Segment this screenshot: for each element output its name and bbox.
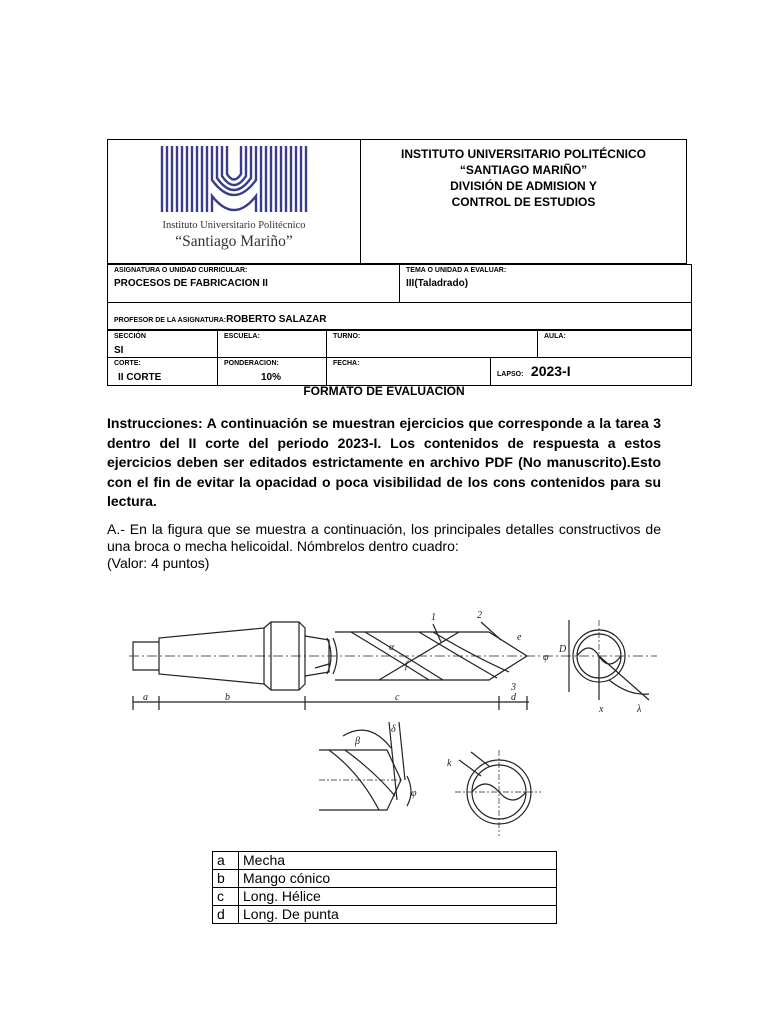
label-1: 1	[431, 612, 436, 623]
label-x: x	[599, 704, 604, 715]
form-title: FORMATO DE EVALUACION	[303, 384, 465, 398]
label-phi-2: φ	[411, 788, 417, 799]
period-cell	[491, 358, 691, 385]
label-phi: φ	[543, 652, 549, 663]
institution-line: DIVISIÓN DE ADMISION Y	[450, 179, 597, 193]
answer-text: Long. Hélice	[239, 888, 557, 906]
answers-table	[212, 851, 557, 924]
answer-text: Mango cónico	[239, 870, 557, 888]
school-label: ESCUELA:	[224, 333, 260, 340]
info-row-subject	[107, 264, 692, 303]
period-value: 2023-I	[530, 363, 571, 379]
topic-cell	[400, 265, 691, 302]
subject-label: ASIGNATURA O UNIDAD CURRICULAR:	[114, 267, 248, 274]
answer-key: b	[213, 870, 239, 888]
logo-caption-line1: Instituto Universitario Politécnico	[162, 220, 306, 231]
question-paragraph	[107, 521, 661, 572]
shift-label: TURNO:	[333, 333, 361, 340]
table-row	[213, 906, 557, 924]
cut-value: II CORTE	[118, 372, 162, 383]
section-value: SI	[114, 345, 124, 356]
label-3: 3	[511, 682, 516, 693]
logo-caption-line2: “Santiago Mariño”	[175, 233, 293, 250]
label-a: a	[143, 692, 148, 703]
institution-line: “SANTIAGO MARIÑO”	[459, 163, 588, 177]
table-row	[213, 852, 557, 870]
label-lambda: λ	[637, 704, 642, 715]
institution-name-block	[361, 140, 686, 263]
institution-logo	[108, 140, 361, 263]
label-e: e	[517, 632, 522, 643]
section-cell	[108, 331, 218, 357]
instructions-paragraph: Instrucciones: A continuación se muestran ejercicios que corresponde a la tarea 3 dentro del II corte del periodo 2023-I. Los contenidos de respuesta a estos ejercicios deben ser editados estrictamente en archivo PDF (No manuscrito).Esto con el fin de evitar la opacidad o poca visibilidad de los cons contenidos para su lectura.	[107, 415, 661, 509]
weight-cell	[218, 358, 327, 385]
section-label: SECCIÓN	[114, 333, 146, 340]
classroom-cell	[538, 331, 691, 357]
subject-cell	[108, 265, 400, 302]
label-k: k	[447, 758, 452, 769]
period-label: LAPSO:	[497, 371, 524, 378]
label-d: d	[511, 692, 516, 703]
weight-label: PONDERACION:	[224, 360, 279, 367]
label-alpha: α	[389, 642, 395, 653]
teacher-value: ROBERTO SALAZAR	[226, 314, 327, 325]
question-value: (Valor: 4 puntos)	[107, 555, 210, 571]
label-b: b	[225, 692, 230, 703]
info-row-teacher	[107, 302, 692, 330]
answer-text: Mecha	[239, 852, 557, 870]
info-row-section	[107, 330, 692, 358]
institution-line: CONTROL DE ESTUDIOS	[451, 195, 596, 209]
teacher-cell	[108, 302, 691, 329]
date-cell	[327, 358, 491, 385]
teacher-label: PROFESOR DE LA ASIGNATURA:	[114, 317, 227, 324]
table-row	[213, 870, 557, 888]
classroom-label: AULA:	[544, 333, 566, 340]
answer-key: d	[213, 906, 239, 924]
date-label: FECHA:	[333, 360, 360, 367]
question-text: A.- En la figura que se muestra a continuación, los principales detalles constructivos de una broca o mecha helicoidal. Nómbrelos dentro cuadro:	[107, 521, 661, 554]
answer-key: c	[213, 888, 239, 906]
answer-text: Long. De punta	[239, 906, 557, 924]
shift-cell	[327, 331, 538, 357]
label-c: c	[395, 692, 400, 703]
institution-line: INSTITUTO UNIVERSITARIO POLITÉCNICO	[401, 147, 646, 161]
school-cell	[218, 331, 327, 357]
weight-value: 10%	[261, 372, 282, 383]
topic-label: TEMA O UNIDAD A EVALUAR:	[406, 267, 507, 274]
info-row-term	[107, 357, 692, 386]
answer-key: a	[213, 852, 239, 870]
label-delta: δ	[391, 724, 396, 735]
label-2: 2	[477, 610, 482, 621]
document-header	[107, 139, 687, 264]
twist-drill-figure	[129, 600, 657, 846]
table-row	[213, 888, 557, 906]
label-f: f	[405, 660, 408, 671]
cut-cell	[108, 358, 218, 385]
subject-value: PROCESOS DE FABRICACION II	[114, 278, 268, 289]
cut-label: CORTE:	[114, 360, 141, 367]
label-beta: β	[355, 736, 360, 747]
topic-value: III(Taladrado)	[406, 278, 469, 289]
label-D: D	[559, 644, 567, 655]
